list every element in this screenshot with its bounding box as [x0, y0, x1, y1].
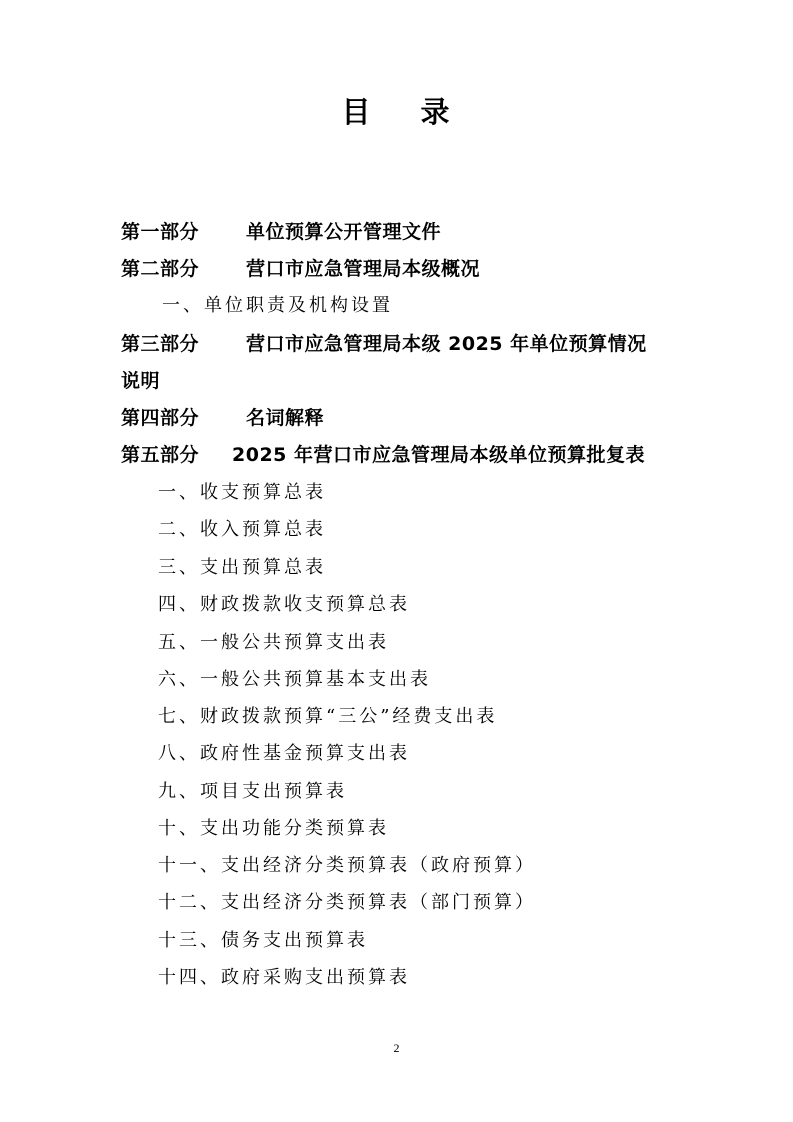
toc-table-item: 一、收支预算总表: [158, 482, 326, 503]
toc-table-item: 十三、债务支出预算表: [158, 930, 368, 951]
toc-part-label: 第二部分: [121, 258, 200, 280]
toc-part-1: [121, 219, 441, 245]
toc-table-item: 六、一般公共预算基本支出表: [158, 669, 431, 690]
toc-table-item: 四、财政拨款收支预算总表: [158, 594, 410, 615]
toc-table-item: 二、收入预算总表: [158, 519, 326, 540]
toc-table-item: 十、支出功能分类预算表: [158, 818, 389, 839]
page-title: [0, 92, 793, 132]
toc-table-item: 五、一般公共预算支出表: [158, 632, 389, 653]
toc-part-5: [121, 442, 645, 468]
toc-table-item: 三、支出预算总表: [158, 557, 326, 578]
toc-table-item: 十一、支出经济分类预算表（政府预算）: [158, 855, 536, 876]
toc-part-3: [121, 331, 647, 357]
toc-part-text: 名词解释: [246, 407, 325, 429]
toc-part-label: 第一部分: [121, 221, 200, 243]
toc-table-item: 八、政府性基金预算支出表: [158, 743, 410, 764]
toc-part-text: 营口市应急管理局本级概况: [246, 258, 481, 280]
title-char-1: 目: [341, 95, 373, 129]
toc-table-item: 十二、支出经济分类预算表（部门预算）: [158, 892, 536, 913]
toc-table-item: 十四、政府采购支出预算表: [158, 967, 410, 988]
page-number: 2: [393, 1041, 400, 1055]
toc-part-text: 营口市应急管理局本级 2025 年单位预算情况: [246, 333, 647, 355]
toc-part-2: [121, 256, 480, 282]
toc-part-label: 第三部分: [121, 333, 200, 355]
toc-table-item: 九、项目支出预算表: [158, 781, 347, 802]
toc-part-2-item-1: 一、单位职责及机构设置: [162, 295, 393, 316]
toc-part-text: 2025 年营口市应急管理局本级单位预算批复表: [232, 444, 646, 466]
toc-part-text: 单位预算公开管理文件: [246, 221, 442, 243]
toc-table-item: 七、财政拨款预算“三公”经费支出表: [158, 706, 498, 727]
toc-part-3-continuation: 说明: [121, 370, 161, 392]
toc-part-label: 第四部分: [121, 407, 200, 429]
toc-part-4: [121, 405, 324, 431]
toc-part-label: 第五部分: [121, 444, 200, 466]
title-char-2: 录: [420, 95, 452, 129]
